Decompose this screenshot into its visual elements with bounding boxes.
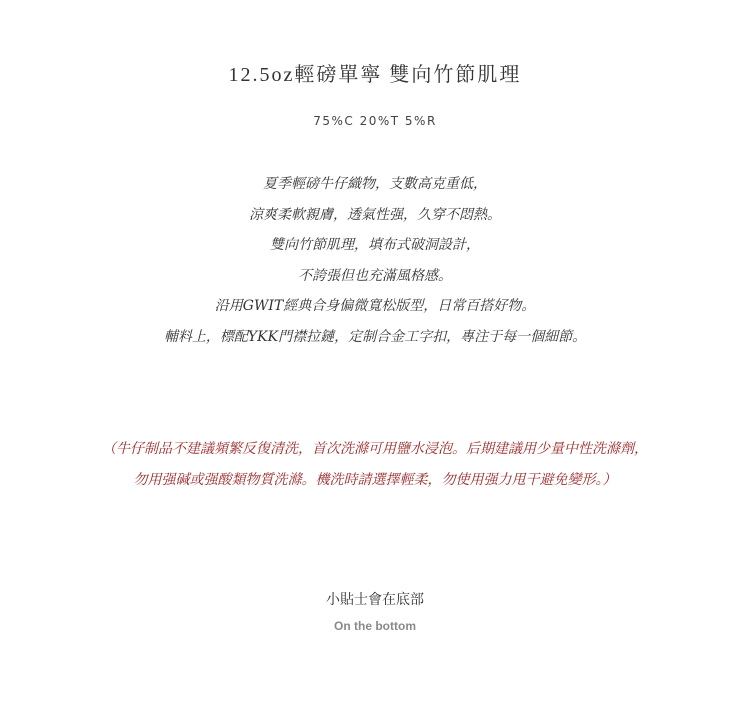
description-line: 不誇張但也充滿風格感。 [298,267,452,284]
description-line: 雙向竹節肌理，填布式破洞設計， [270,237,480,253]
description-line: 夏季輕磅牛仔織物，支數高克重低， [263,176,487,192]
description-line: 沿用GWIT經典合身偏微寬松版型，日常百搭好物。 [214,298,536,314]
care-line: （牛仔制品不建議頻繁反復清洗，首次洗滌可用鹽水浸泡。后期建議用少量中性洗滌劑， [102,441,648,457]
tip-label-english: On the bottom [334,619,416,633]
care-line: 勿用强碱或强酸類物質洗滌。機洗時請選擇輕柔，勿使用强力甩干避免變形。） [133,472,617,488]
care-instructions [0,434,750,496]
tip-label-chinese: 小貼士會在底部 [326,592,424,608]
fabric-composition: 75%C 20%T 5%R [313,114,437,128]
product-description [0,169,750,352]
description-line: 輔料上，標配YKK門襟拉鏈，定制合金工字扣，專注于每一個細節。 [163,328,587,345]
product-title: 12.5oz輕磅單寧 雙向竹節肌理 [228,64,522,86]
description-line: 涼爽柔軟親膚，透氣性强，久穿不悶熱。 [249,206,501,223]
